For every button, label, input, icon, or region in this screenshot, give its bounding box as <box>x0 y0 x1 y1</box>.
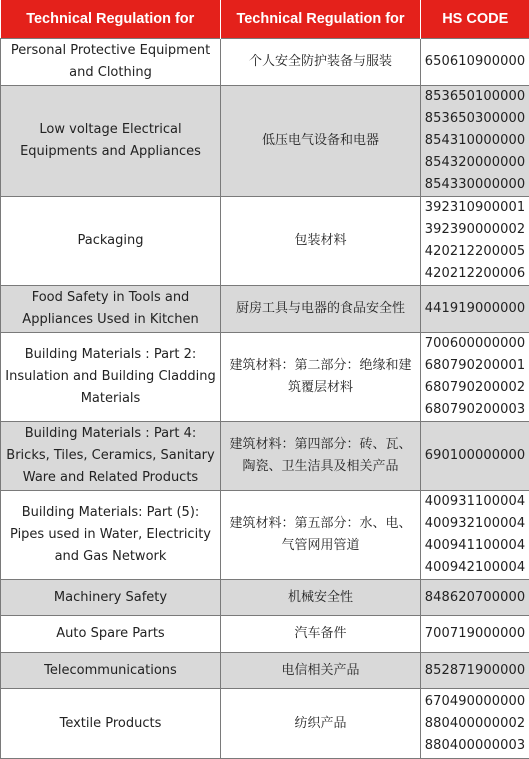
table-row <box>1 616 529 653</box>
hs-code: 650610900000 <box>422 51 528 73</box>
hs-code: 670490000000 <box>422 691 528 713</box>
hs-code: 400941100004 <box>422 535 528 557</box>
hs-code: 392310900001 <box>422 197 528 219</box>
regulation-name-en: Low voltage Electrical Equipments and Appliances <box>1 86 221 197</box>
table-row <box>1 86 529 197</box>
hs-code-cell <box>421 86 529 197</box>
regulation-name-cn: 机械安全性 <box>221 580 421 616</box>
hs-code-cell <box>421 616 529 653</box>
hs-code: 852871900000 <box>422 660 528 682</box>
hs-code: 680790200001 <box>422 355 528 377</box>
hs-code: 420212200006 <box>422 263 528 285</box>
table-row <box>1 39 529 86</box>
hs-code: 854330000000 <box>422 174 528 196</box>
hs-code: 420212200005 <box>422 241 528 263</box>
hs-code: 700719000000 <box>422 623 528 645</box>
hs-code-cell <box>421 197 529 286</box>
regulation-name-en: Building Materials: Part (5): Pipes used in Water, Electricity and Gas Network <box>1 491 221 580</box>
regulation-name-en: Auto Spare Parts <box>1 616 221 653</box>
hs-code-cell <box>421 39 529 86</box>
hs-code-cell <box>421 491 529 580</box>
table-row <box>1 653 529 689</box>
hs-code-cell <box>421 580 529 616</box>
regulation-name-en: Machinery Safety <box>1 580 221 616</box>
table-body <box>1 39 529 759</box>
regulation-name-cn: 厨房工具与电器的食品安全性 <box>221 286 421 333</box>
hs-code-cell <box>421 333 529 422</box>
table-row <box>1 689 529 759</box>
hs-code: 700600000000 <box>422 333 528 355</box>
table-row <box>1 422 529 491</box>
hs-code: 441919000000 <box>422 298 528 320</box>
regulation-name-cn: 低压电气设备和电器 <box>221 86 421 197</box>
regulation-name-cn: 电信相关产品 <box>221 653 421 689</box>
hs-code-cell <box>421 422 529 491</box>
regulation-name-cn: 个人安全防护装备与服装 <box>221 39 421 86</box>
hs-code: 400931100004 <box>422 491 528 513</box>
hs-code: 880400000003 <box>422 735 528 757</box>
hs-code: 690100000000 <box>422 445 528 467</box>
hs-code-cell <box>421 286 529 333</box>
header-technical-regulation-en: Technical Regulation for <box>1 0 221 39</box>
hs-code: 680790200002 <box>422 377 528 399</box>
regulation-name-cn: 建筑材料：第二部分：绝缘和建筑覆层材料 <box>221 333 421 422</box>
table-header-row <box>1 0 529 39</box>
table-row <box>1 491 529 580</box>
hs-code: 400932100004 <box>422 513 528 535</box>
table-row <box>1 197 529 286</box>
hs-code-cell <box>421 689 529 759</box>
hs-code: 853650100000 <box>422 86 528 108</box>
regulation-name-en: Telecommunications <box>1 653 221 689</box>
regulation-name-en: Food Safety in Tools and Appliances Used in Kitchen <box>1 286 221 333</box>
table-row <box>1 333 529 422</box>
regulation-name-en: Building Materials : Part 4: Bricks, Tiles, Ceramics, Sanitary Ware and Related Products <box>1 422 221 491</box>
regulation-name-cn: 建筑材料：第五部分：水、电、气管网用管道 <box>221 491 421 580</box>
hs-code: 854320000000 <box>422 152 528 174</box>
regulation-name-cn: 建筑材料：第四部分：砖、瓦、陶瓷、卫生洁具及相关产品 <box>221 422 421 491</box>
hs-code-cell <box>421 653 529 689</box>
hs-code: 854310000000 <box>422 130 528 152</box>
regulation-name-en: Textile Products <box>1 689 221 759</box>
regulation-name-cn: 汽车备件 <box>221 616 421 653</box>
hs-code: 400942100004 <box>422 557 528 579</box>
hs-code: 880400000002 <box>422 713 528 735</box>
hs-code: 848620700000 <box>422 587 528 609</box>
regulation-name-en: Packaging <box>1 197 221 286</box>
regulation-name-cn: 包装材料 <box>221 197 421 286</box>
regulation-name-cn: 纺织产品 <box>221 689 421 759</box>
table-row <box>1 580 529 616</box>
hs-code: 392390000002 <box>422 219 528 241</box>
hs-code: 853650300000 <box>422 108 528 130</box>
hs-code: 680790200003 <box>422 399 528 421</box>
regulation-name-en: Personal Protective Equipment and Clothing <box>1 39 221 86</box>
header-technical-regulation-cn: Technical Regulation for <box>221 0 421 39</box>
header-hs-code: HS CODE <box>421 0 529 39</box>
table-row <box>1 286 529 333</box>
regulation-name-en: Building Materials : Part 2: Insulation and Building Cladding Materials <box>1 333 221 422</box>
